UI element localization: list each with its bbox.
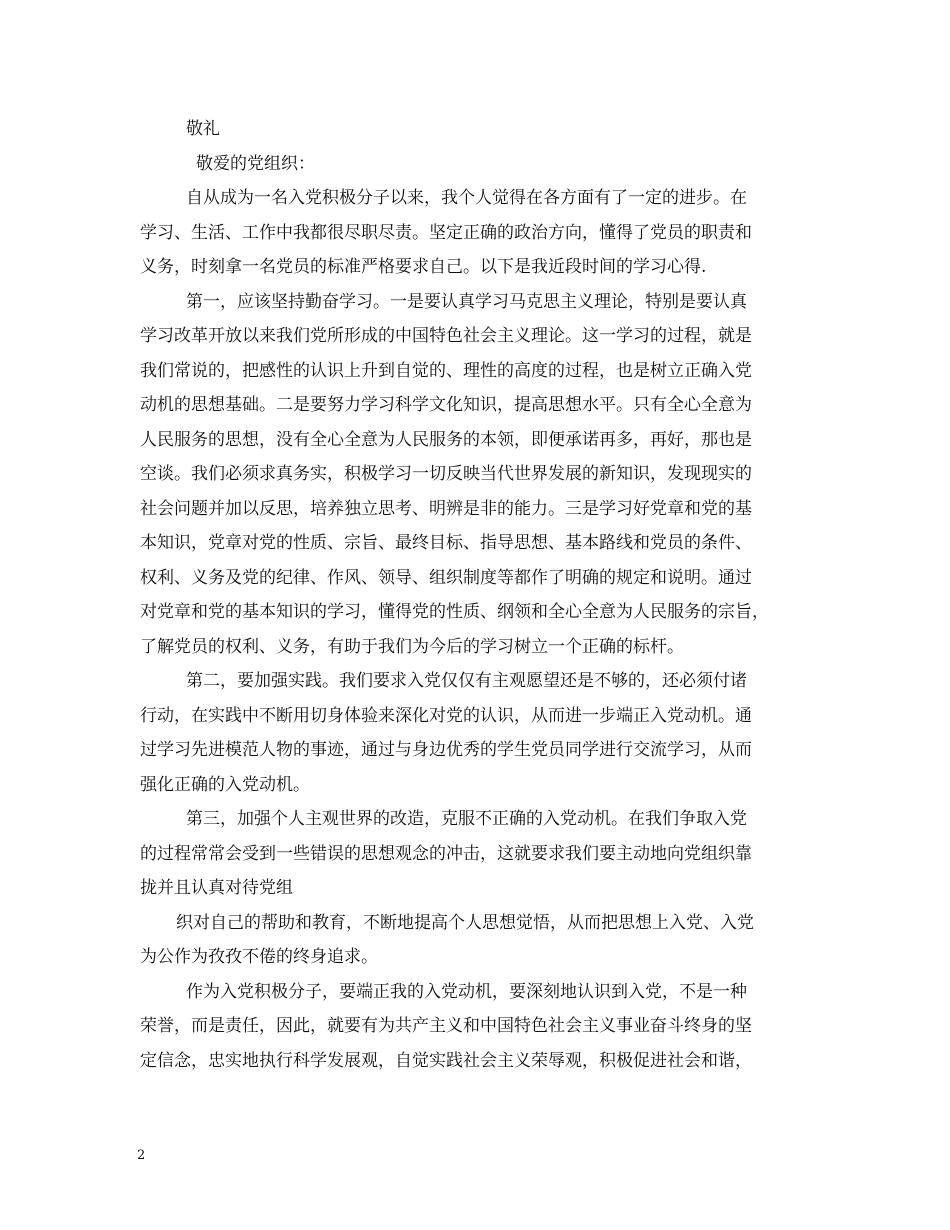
paragraph-line: 人民服务的思想，没有全心全意为人民服务的本领，即便承诺再多，再好，那也是 [140, 429, 752, 450]
paragraph-line: 学习、生活、工作中我都很尽职尽责。坚定正确的政治方向，懂得了党员的职责和 [140, 222, 752, 243]
salutation-closing: 敬礼 [186, 119, 220, 139]
paragraph-line: 对党章和党的基本知识的学习，懂得党的性质、纲领和全心全意为人民服务的宗旨， [140, 602, 769, 622]
page-number: 2 [137, 1148, 146, 1163]
paragraph-line: 强化正确的入党动机。 [140, 774, 310, 795]
paragraph-line: 过学习先进模范人物的事迹，通过与身边优秀的学生党员同学进行交流学习，从而 [140, 740, 752, 760]
paragraph-line: 织对自己的帮助和教育，不断地提高个人思想觉悟，从而把思想上入党、入党 [176, 912, 754, 933]
paragraph-line: 作为入党积极分子，要端正我的入党动机，要深刻地认识到入党，不是一种 [186, 981, 747, 1002]
paragraph-line: 行动，在实践中不断用切身体验来深化对党的认识，从而进一步端正入党动机。通 [140, 705, 752, 726]
paragraph-line: 自从成为一名入党积极分子以来，我个人觉得在各方面有了一定的进步。在 [186, 188, 747, 208]
paragraph-line: 社会问题并加以反思，培养独立思考、明辨是非的能力。三是学习好党章和党的基 [140, 498, 752, 519]
paragraph-line: 拢并且认真对待党组 [140, 878, 293, 898]
paragraph-line: 为公作为孜孜不倦的终身追求。 [140, 947, 378, 967]
paragraph-line: 的过程常常会受到一些错误的思想观念的冲击，这就要求我们要主动地向党组织靠 [140, 843, 752, 864]
paragraph-line: 第一，应该坚持勤奋学习。一是要认真学习马克思主义理论，特别是要认真 [186, 291, 747, 312]
paragraph-line: 我们常说的，把感性的认识上升到自觉的、理性的高度的过程，也是树立正确入党 [140, 360, 752, 381]
paragraph-line: 定信念，忠实地执行科学发展观，自觉实践社会主义荣辱观，积极促进社会和谐， [140, 1050, 752, 1071]
paragraph-line: 权利、义务及党的纪律、作风、领导、组织制度等都作了明确的规定和说明。通过 [140, 567, 752, 588]
document-body [140, 112, 815, 1078]
paragraph-line: 动机的思想基础。二是要努力学习科学文化知识，提高思想水平。只有全心全意为 [140, 395, 752, 415]
paragraph-line: 荣誉，而是责任，因此，就要有为共产主义和中国特色社会主义事业奋斗终身的坚 [140, 1016, 752, 1036]
paragraph-line: 第二，要加强实践。我们要求入党仅仅有主观愿望还是不够的，还必须付诸 [186, 671, 747, 691]
paragraph-line: 学习改革开放以来我们党所形成的中国特色社会主义理论。这一学习的过程，就是 [140, 326, 752, 346]
salutation-recipient: 敬爱的党组织： [196, 153, 315, 174]
paragraph-line: 了解党员的权利、义务，有助于我们为今后的学习树立一个正确的标杆。 [140, 636, 684, 657]
paragraph-line: 本知识，党章对党的性质、宗旨、最终目标、指导思想、基本路线和党员的条件、 [140, 533, 752, 553]
paragraph-line: 义务，时刻拿一名党员的标准严格要求自己。以下是我近段时间的学习心得. [140, 257, 707, 277]
paragraph-line: 第三，加强个人主观世界的改造，克服不正确的入党动机。在我们争取入党 [186, 809, 747, 829]
paragraph-line: 空谈。我们必须求真务实，积极学习一切反映当代世界发展的新知识，发现现实的 [140, 464, 752, 484]
